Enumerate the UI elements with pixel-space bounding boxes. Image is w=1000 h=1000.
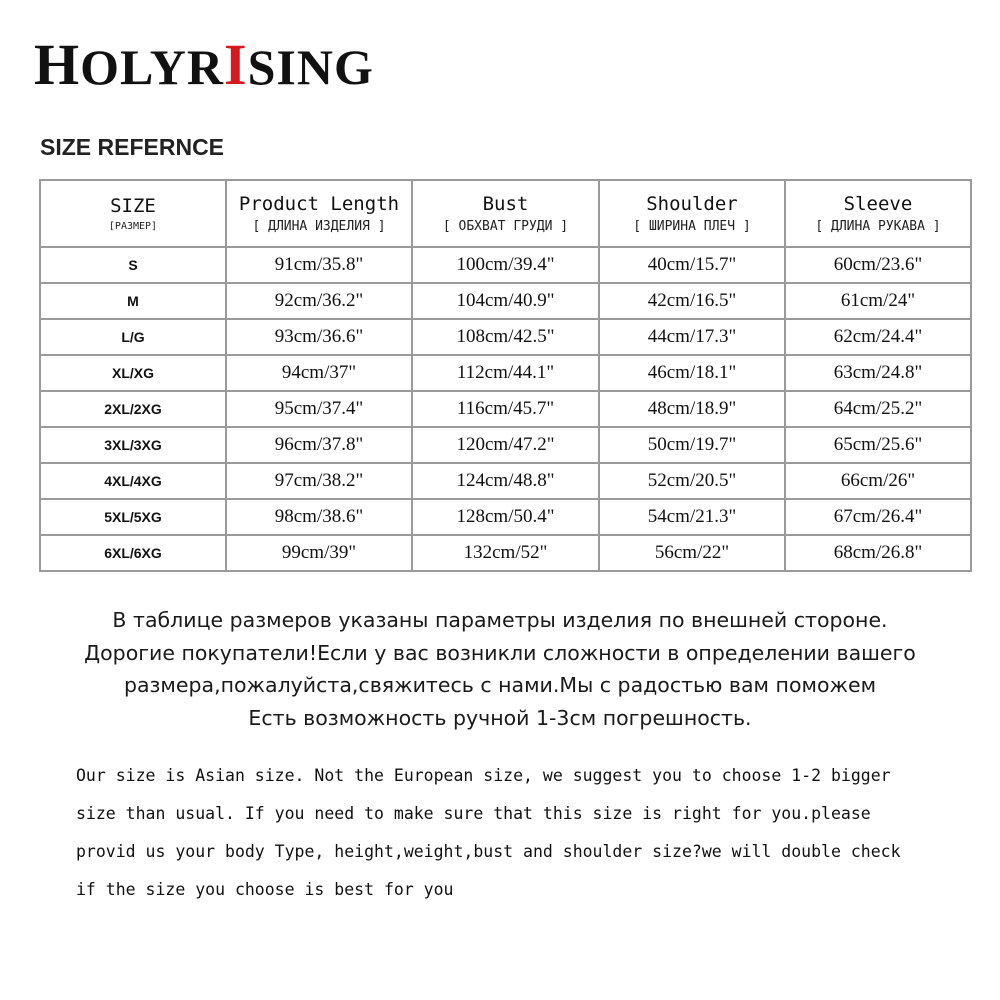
sleeve-cell: 61cm/24"	[785, 283, 971, 319]
header-sleeve-label: Sleeve	[843, 192, 913, 215]
length-cell: 98cm/38.6"	[226, 499, 412, 535]
russian-note-line: Есть возможность ручной 1-3см погрешность.	[248, 705, 752, 730]
size-cell: XL/XG	[40, 355, 226, 391]
header-size-label: SIZE	[110, 194, 156, 217]
shoulder-cell: 46cm/18.1"	[599, 355, 785, 391]
bust-cell: 120cm/47.2"	[412, 427, 599, 463]
header-bust-sub: [ ОБХВАТ ГРУДИ ]	[442, 219, 569, 235]
header-product-length-label: Product Length	[238, 192, 400, 215]
table-row	[40, 391, 971, 427]
english-note	[76, 757, 986, 909]
length-cell: 92cm/36.2"	[226, 283, 412, 319]
sleeve-cell: 62cm/24.4"	[785, 319, 971, 355]
header-product-length	[226, 180, 412, 247]
size-table	[39, 179, 972, 572]
length-cell: 94cm/37"	[226, 355, 412, 391]
english-note-line: Our size is Asian size. Not the European size, we suggest you to choose 1-2 bigger	[76, 766, 891, 785]
shoulder-cell: 44cm/17.3"	[599, 319, 785, 355]
header-bust-label: Bust	[482, 192, 529, 215]
header-sleeve	[785, 180, 971, 247]
english-note-line: if the size you choose is best for you	[76, 880, 454, 899]
sleeve-cell: 68cm/26.8"	[785, 535, 971, 571]
size-cell: 3XL/3XG	[40, 427, 226, 463]
bust-cell: 112cm/44.1"	[412, 355, 599, 391]
russian-note-line: Дорогие покупатели!Если у вас возникли сложности в определении вашего	[84, 640, 916, 665]
header-shoulder-label: Shoulder	[646, 192, 738, 215]
bust-cell: 132cm/52"	[412, 535, 599, 571]
table-header-row	[40, 180, 971, 247]
bust-cell: 116cm/45.7"	[412, 391, 599, 427]
bust-cell: 128cm/50.4"	[412, 499, 599, 535]
sleeve-cell: 66cm/26"	[785, 463, 971, 499]
shoulder-cell: 40cm/15.7"	[599, 247, 785, 283]
size-cell: 4XL/4XG	[40, 463, 226, 499]
header-shoulder	[599, 180, 785, 247]
header-sleeve-sub: [ ДЛИНА РУКАВА ]	[815, 219, 941, 235]
table-row	[40, 499, 971, 535]
shoulder-cell: 48cm/18.9"	[599, 391, 785, 427]
header-size	[40, 180, 226, 247]
english-note-line: provid us your body Type, height,weight,bust and shoulder size?we will double check	[76, 842, 901, 861]
logo-letter-h: H	[34, 32, 81, 97]
header-bust	[412, 180, 599, 247]
size-cell: S	[40, 247, 226, 283]
table-row	[40, 319, 971, 355]
section-title: SIZE REFERNCE	[40, 134, 225, 160]
length-cell: 99cm/39"	[226, 535, 412, 571]
logo-letter-i-red: I	[224, 32, 248, 97]
length-cell: 96cm/37.8"	[226, 427, 412, 463]
length-cell: 95cm/37.4"	[226, 391, 412, 427]
table-row	[40, 463, 971, 499]
length-cell: 97cm/38.2"	[226, 463, 412, 499]
shoulder-cell: 42cm/16.5"	[599, 283, 785, 319]
bust-cell: 104cm/40.9"	[412, 283, 599, 319]
logo-text-1: OLYR	[80, 39, 224, 95]
russian-note-line: В таблице размеров указаны параметры изделия по внешней стороне.	[112, 608, 888, 632]
shoulder-cell: 56cm/22"	[599, 535, 785, 571]
size-cell: L/G	[40, 319, 226, 355]
header-size-sub: [РАЗМЕР]	[108, 221, 158, 233]
size-cell: 6XL/6XG	[40, 535, 226, 571]
shoulder-cell: 50cm/19.7"	[599, 427, 785, 463]
size-cell: 5XL/5XG	[40, 499, 226, 535]
size-cell: M	[40, 283, 226, 319]
sleeve-cell: 65cm/25.6"	[785, 427, 971, 463]
bust-cell: 108cm/42.5"	[412, 319, 599, 355]
logo-text-2: SING	[247, 39, 374, 95]
table-row	[40, 427, 971, 463]
russian-note-line: размера,пожалуйста,свяжитесь с нами.Мы с радостью вам поможем	[123, 673, 877, 697]
sleeve-cell: 60cm/23.6"	[785, 247, 971, 283]
table-row	[40, 247, 971, 283]
sleeve-cell: 63cm/24.8"	[785, 355, 971, 391]
english-note-line: size than usual. If you need to make sure that this size is right for you.please	[76, 804, 871, 823]
table-row	[40, 283, 971, 319]
russian-note	[20, 604, 980, 734]
length-cell: 91cm/35.8"	[226, 247, 412, 283]
length-cell: 93cm/36.6"	[226, 319, 412, 355]
size-cell: 2XL/2XG	[40, 391, 226, 427]
sleeve-cell: 64cm/25.2"	[785, 391, 971, 427]
shoulder-cell: 54cm/21.3"	[599, 499, 785, 535]
header-product-length-sub: [ ДЛИНА ИЗДЕЛИЯ ]	[252, 219, 386, 235]
bust-cell: 124cm/48.8"	[412, 463, 599, 499]
header-shoulder-sub: [ ШИРИНА ПЛЕЧ ]	[633, 219, 751, 235]
brand-logo	[34, 32, 374, 97]
bust-cell: 100cm/39.4"	[412, 247, 599, 283]
table-row	[40, 355, 971, 391]
shoulder-cell: 52cm/20.5"	[599, 463, 785, 499]
table-row	[40, 535, 971, 571]
sleeve-cell: 67cm/26.4"	[785, 499, 971, 535]
